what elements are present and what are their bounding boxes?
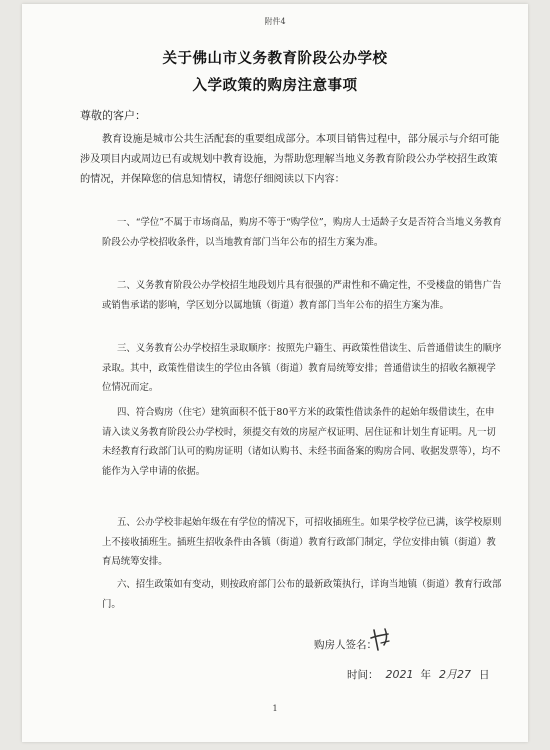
document-title-line1: 关于佛山市义务教育阶段公办学校: [162, 50, 388, 67]
handwritten-signature: [368, 626, 398, 652]
date-month-day: 2月27: [439, 668, 471, 681]
document-page: [22, 4, 528, 742]
greeting: 尊敬的客户：: [80, 109, 146, 122]
notice-item-5: 五、公办学校非起始年级在有学位的情况下，可招收插班生。如果学校学位已满，该学校原则上不接收插班生。插班生招收条件由各镇（街道）教育行政部门制定，学位安排由镇（街道）教育局统筹安排。: [102, 517, 502, 567]
notice-item-4: 四、符合购房（住宅）建筑面积不低于80平方米的政策性借读条件的起始年级借读生，在申请入读义务教育阶段公办学校时，须提交有效的房屋产权证明、居住证和计划生育证明。凡一切未经教育行政部门认可的购房证明（诸如认购书、未经书面备案的购房合同、收据发票等），均不能作为入学申请的依据。: [102, 407, 501, 477]
date-line: [347, 666, 490, 682]
page-number: 1: [272, 704, 278, 713]
notice-item-3: 三、义务教育公办学校招生录取顺序：按照先户籍生、再政策性借读生、后普通借读生的顺序录取。其中，政策性借读生的学位由各镇（街道）教育局统筹安排；普通借读生的招收名额视学位情况而定。: [102, 343, 502, 393]
document-title-line2: 入学政策的购房注意事项: [192, 77, 358, 94]
date-year-suffix: 年: [420, 669, 431, 681]
date-label: 时间：: [347, 669, 379, 681]
signature-label: 购房人签名：: [314, 639, 377, 651]
date-year: 2021: [385, 668, 414, 681]
notice-item-6: 六、招生政策如有变动，则按政府部门公布的最新政策执行，详询当地镇（街道）教育行政部门。: [102, 579, 502, 610]
attachment-label: 附件4: [264, 17, 286, 26]
date-day-suffix: 日: [479, 669, 490, 681]
notice-item-2: 二、义务教育阶段公办学校招生地段划片具有很强的严肃性和不确定性，不受楼盘的销售广告或销售承诺的影响，学区划分以属地镇（街道）教育部门当年公布的招生方案为准。: [102, 280, 502, 311]
intro-paragraph: 教育设施是城市公共生活配套的重要组成部分。本项目销售过程中，部分展示与介绍可能涉及项目内或周边已有或规划中教育设施，为帮助您理解当地义务教育阶段公办学校招生政策的情况，并保障您的信息知情权，请您仔细阅读以下内容：: [80, 134, 500, 185]
notice-item-1: 一、“学位”不属于市场商品，购房不等于“购学位”，购房人士适龄子女是否符合当地义务教育阶段公办学校招收条件，以当地教育部门当年公布的招生方案为准。: [102, 217, 502, 248]
